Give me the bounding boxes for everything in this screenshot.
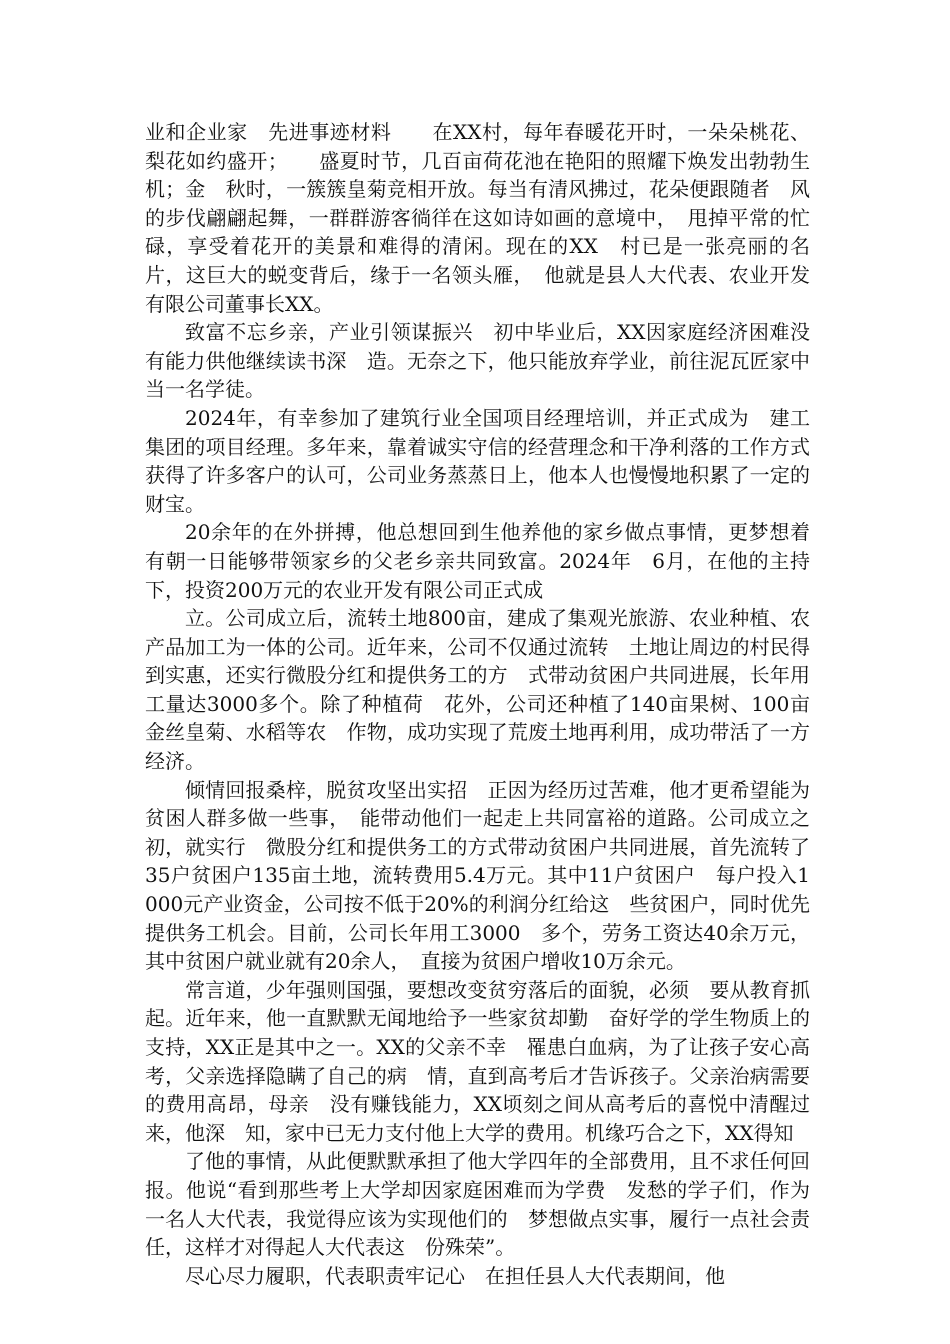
paragraph-heading-duty: 尽心尽力履职，代表职责牢记心 在担任县人大代表期间，他 <box>185 1263 725 1288</box>
paragraph-intro: 业和企业家 先进事迹材料 在XX村，每年春暖花开时，一朵朵桃花、梨花如约盛开； 盛夏时节，几百亩荷花池在艳阳的照耀下焕发出勃勃生机；金 秋时，一簇簇皇菊竞相开放。每当有清风拂过，花朵便跟随者 风的步伐翩翩起舞，一群群游客徜徉在这如诗如画的意境中， 甩掉平常的忙碌，享受着花开的美景和难得的清闲。现在的XX 村已是一张亮丽的名片，这巨大的蜕变背后，缘于一名领头雁， 他就是县人大代表、农业开发有限公司董事长XX。 <box>145 120 810 316</box>
paragraph-heading-prosperity: 致富不忘乡亲，产业引领谋振兴 初中毕业后，XX因家庭经济困难没有能力供他继续读书深 造。无奈之下，他只能放弃学业，前往泥瓦匠家中当一名学徒。 <box>145 320 810 402</box>
document-body <box>145 118 830 1290</box>
paragraph-education: 常言道，少年强则国强，要想改变贫穷落后的面貌，必须 要从教育抓起。近年来，他一直默默无闻地给予一些家贫却勤 奋好学的学生物质上的支持，XX正是其中之一。XX的父亲不幸 罹患白血病，为了让孩子安心高考，父亲选择隐瞒了自己的病 情，直到高考后才告诉孩子。父亲治病需要的费用高昂，母亲 没有赚钱能力，XX顷刻之间从高考后的喜悦中清醒过来，他深 知，家中已无力支付他上大学的费用。机缘巧合之下，XX得知 <box>145 977 810 1145</box>
paragraph-heading-poverty: 倾情回报桑梓，脱贫攻坚出实招 正因为经历过苦难，他才更希望能为贫困人群多做一些事， 能带动他们一起走上共同富裕的道路。公司成立之初，就实行 微股分红和提供务工的方式带动贫困户共同进展，首先流转了 35户贫困户135亩土地，流转费用5.4万元。其中11户贫困户 每户投入1000元产业资金，公司按不低于20%的利润分红给这 些贫困户，同时优先提供务工机会。目前，公司长年用工3000 多个，劳务工资达40余万元，其中贫困户就业就有20余人， 直接为贫困户增收10万余元。 <box>145 777 830 974</box>
paragraph-career: 2024年，有幸参加了建筑行业全国项目经理培训，并正式成为 建工集团的项目经理。多年来，靠着诚实守信的经营理念和干净利落的工作方式获得了许多客户的认可，公司业务蒸蒸日上，他本人也慢慢地积累了一定的财宝。 <box>145 405 810 516</box>
paragraph-tuition-support: 了他的事情，从此便默默承担了他大学四年的全部费用，且不求任何回报。他说“看到那些考上大学却因家庭困难而为学费 发愁的学子们，作为一名人大代表，我觉得应该为实现他们的 梦想做点实事，履行一点社会责任，这样才对得起人大代表这 份殊荣”。 <box>145 1149 810 1260</box>
paragraph-return-home: 20余年的在外拼搏，他总想回到生他养他的家乡做点事情，更梦想着有朝一日能够带领家乡的父老乡亲共同致富。2024年 6月，在他的主持下，投资200万元的农业开发有限公司正式成 <box>145 520 810 602</box>
paragraph-company-founding: 立。公司成立后，流转土地800亩，建成了集观光旅游、农业种植、农产品加工为一体的公司。近年来，公司不仅通过流转 土地让周边的村民得到实惠，还实行微股分红和提供务工的方 式带动贫困户共同进展，长年用工量达3000多个。除了种植荷 花外，公司还种植了140亩果树、100亩金丝皇菊、水稻等农 作物，成功实现了荒废土地再利用，成功带活了一方经济。 <box>145 606 810 774</box>
